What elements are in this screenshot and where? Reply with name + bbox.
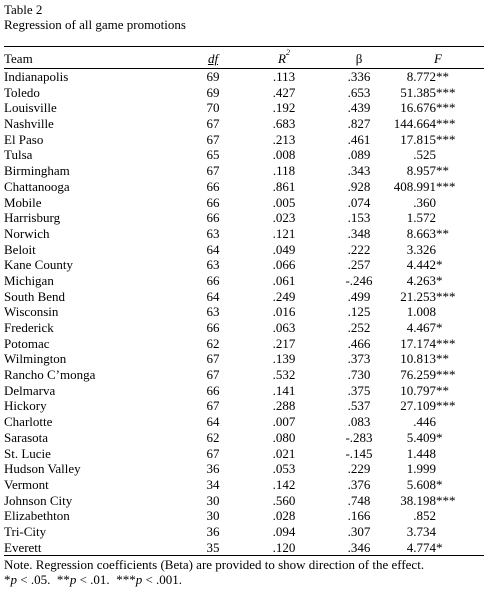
cell-f-value: 5.409 (406, 429, 436, 445)
table-row (4, 273, 488, 289)
cell-team: Louisville (4, 100, 57, 116)
cell-f (392, 351, 484, 367)
table-body (4, 69, 488, 555)
cell-f-value: .360 (413, 194, 436, 210)
cell-f (392, 242, 484, 258)
cell-r2: .120 (272, 539, 296, 555)
sig-p001-symbol: *** (116, 572, 136, 588)
cell-f (392, 367, 484, 383)
cell-f-value: 38.198 (400, 492, 436, 508)
cell-team: El Paso (4, 131, 44, 147)
cell-f-significance: *** (436, 178, 456, 194)
table-row (4, 85, 488, 101)
header-r2-label: R (278, 51, 286, 66)
cell-f-value: .525 (413, 147, 436, 163)
cell-df: 66 (206, 320, 220, 335)
cell-r2: .532 (272, 367, 296, 383)
cell-f-value: 1.448 (406, 445, 436, 461)
cell-team: St. Lucie (4, 445, 51, 461)
cell-team: Harrisburg (4, 210, 61, 226)
cell-beta: .125 (347, 304, 371, 320)
table-row (4, 210, 488, 226)
table-header-row (4, 47, 488, 68)
cell-r2: .683 (272, 116, 296, 132)
cell-f-significance: *** (436, 84, 456, 100)
cell-df: 66 (206, 382, 220, 398)
cell-f-value: 4.467 (406, 320, 436, 335)
cell-f-value: 408.991 (393, 178, 436, 194)
table-row (4, 508, 488, 524)
cell-f (392, 257, 484, 273)
cell-r2: .560 (272, 492, 296, 508)
cell-team: Nashville (4, 116, 54, 132)
cell-f-significance: * (436, 539, 443, 555)
cell-f (392, 446, 484, 462)
cell-beta: .653 (347, 84, 371, 100)
cell-r2: .139 (272, 351, 296, 367)
cell-df: 62 (206, 335, 220, 351)
cell-f-significance: *** (436, 100, 456, 116)
table-row (4, 336, 488, 352)
cell-beta: .730 (347, 367, 371, 383)
table-row (4, 461, 488, 477)
cell-beta: .074 (347, 194, 371, 210)
cell-f (392, 383, 484, 399)
cell-r2: .023 (272, 210, 296, 226)
cell-team: Chattanooga (4, 178, 70, 194)
table-row (4, 351, 488, 367)
cell-f (392, 100, 484, 116)
table-row (4, 195, 488, 211)
cell-df: 30 (206, 508, 220, 524)
cell-team: South Bend (4, 288, 66, 304)
cell-f-significance: *** (436, 367, 456, 383)
cell-r2: .053 (272, 461, 296, 477)
cell-f (392, 163, 484, 179)
cell-f-value: 76.259 (400, 367, 436, 383)
cell-beta: .222 (347, 241, 371, 257)
cell-r2: .028 (272, 508, 296, 524)
cell-f (392, 430, 484, 446)
cell-beta: -.145 (345, 445, 373, 461)
cell-team: Norwich (4, 225, 50, 241)
cell-f-value: 17.815 (400, 131, 436, 147)
table-row (4, 69, 488, 85)
cell-df: 67 (206, 163, 220, 179)
cell-f-significance: *** (436, 288, 456, 304)
sig-p05-value: < .05. (17, 572, 51, 588)
cell-f (392, 179, 484, 195)
table-row (4, 398, 488, 414)
cell-df: 36 (206, 523, 220, 539)
cell-f-value: 27.109 (400, 398, 436, 414)
cell-team: Beloit (4, 241, 36, 257)
cell-team: Johnson City (4, 492, 73, 508)
cell-f-significance: ** (436, 382, 449, 398)
cell-beta: -.283 (345, 429, 373, 445)
cell-f-value: 4.774 (406, 539, 436, 555)
cell-r2: .005 (272, 194, 296, 210)
cell-team: Wisconsin (4, 304, 59, 320)
cell-f-value: 144.664 (393, 116, 436, 132)
cell-team: Frederick (4, 320, 54, 335)
cell-f (392, 304, 484, 320)
cell-f (392, 195, 484, 211)
cell-team: Kane County (4, 257, 73, 273)
cell-beta: .089 (347, 147, 371, 163)
cell-beta: .348 (347, 225, 371, 241)
table-row (4, 289, 488, 305)
cell-f-value: 10.813 (400, 351, 436, 367)
cell-beta: .748 (347, 492, 371, 508)
cell-f (392, 414, 484, 430)
cell-beta: .229 (347, 461, 371, 477)
cell-f (392, 493, 484, 509)
cell-f-value: 16.676 (400, 100, 436, 116)
cell-f-value: 8.957 (406, 163, 436, 179)
sig-p001-var: p (135, 572, 143, 588)
cell-r2: .427 (272, 84, 296, 100)
header-f: F (434, 51, 442, 66)
cell-beta: .166 (347, 508, 371, 524)
cell-team: Indianapolis (4, 69, 69, 84)
cell-r2: .121 (272, 225, 296, 241)
cell-f (392, 289, 484, 305)
header-r2 (242, 49, 326, 68)
cell-r2: .080 (272, 429, 296, 445)
significance-note (4, 572, 488, 587)
cell-f-value: 4.442 (406, 257, 436, 273)
header-r2-superscript: 2 (285, 48, 290, 57)
cell-r2: .861 (272, 178, 296, 194)
table-row (4, 226, 488, 242)
cell-f-significance: * (436, 476, 443, 492)
cell-f (392, 524, 484, 540)
cell-r2: .007 (272, 414, 296, 430)
table-row (4, 100, 488, 116)
cell-beta: .307 (347, 523, 371, 539)
table-row (4, 116, 488, 132)
cell-r2: .213 (272, 131, 296, 147)
cell-beta: .928 (347, 178, 371, 194)
cell-f (392, 69, 484, 85)
sig-p01-value: < .01. (76, 572, 110, 588)
table-row (4, 493, 488, 509)
cell-beta: .537 (347, 398, 371, 414)
cell-r2: .249 (272, 288, 296, 304)
cell-r2: .118 (272, 163, 296, 179)
cell-beta: .343 (347, 163, 371, 179)
cell-f (392, 116, 484, 132)
cell-f-value: 1.572 (406, 210, 436, 226)
cell-df: 70 (206, 100, 220, 116)
table-row (4, 383, 488, 399)
cell-beta: .375 (347, 382, 371, 398)
cell-f (392, 132, 484, 148)
cell-f-significance: *** (436, 492, 456, 508)
cell-f (392, 398, 484, 414)
cell-f (392, 508, 484, 524)
cell-f (392, 85, 484, 101)
cell-r2: .049 (272, 241, 296, 257)
cell-df: 36 (206, 461, 220, 477)
cell-df: 67 (206, 116, 220, 132)
table-number: Table 2 (4, 2, 43, 17)
cell-beta: .439 (347, 100, 371, 116)
table-row (4, 446, 488, 462)
cell-df: 67 (206, 398, 220, 414)
cell-df: 67 (206, 351, 220, 367)
cell-team: Sarasota (4, 429, 49, 445)
cell-beta: .153 (347, 210, 371, 226)
cell-r2: .217 (272, 335, 296, 351)
header-df-label: df (207, 51, 219, 66)
sig-p05-var: p (10, 572, 17, 588)
cell-f-value: 8.772 (406, 69, 436, 84)
cell-f-significance: * (436, 257, 443, 273)
cell-team: Everett (4, 539, 42, 555)
cell-df: 64 (206, 241, 220, 257)
cell-r2: .021 (272, 445, 296, 461)
cell-df: 34 (206, 476, 220, 492)
cell-f-significance: *** (436, 335, 456, 351)
cell-df: 66 (206, 272, 220, 288)
cell-f-value: 10.797 (400, 382, 436, 398)
table-row (4, 524, 488, 540)
cell-r2: .063 (272, 320, 296, 335)
cell-team: Potomac (4, 335, 50, 351)
cell-f-significance: *** (436, 131, 456, 147)
cell-df: 63 (206, 257, 220, 273)
cell-beta: .336 (347, 69, 371, 84)
cell-r2: .288 (272, 398, 296, 414)
cell-team: Hickory (4, 398, 47, 414)
cell-r2: .066 (272, 257, 296, 273)
table-row (4, 414, 488, 430)
table-row (4, 304, 488, 320)
cell-beta: .376 (347, 476, 371, 492)
cell-f (392, 147, 484, 163)
cell-df: 30 (206, 492, 220, 508)
cell-f-significance: * (436, 429, 443, 445)
cell-r2: .016 (272, 304, 296, 320)
cell-r2: .141 (272, 382, 296, 398)
cell-df: 63 (206, 304, 220, 320)
cell-f-significance: * (436, 272, 443, 288)
table-row (4, 477, 488, 493)
cell-f (392, 477, 484, 493)
table-title: Regression of all game promotions (4, 17, 186, 32)
cell-team: Rancho C’monga (4, 367, 96, 383)
cell-f-value: 5.608 (406, 476, 436, 492)
sig-p01-var: p (69, 572, 77, 588)
table-row (4, 320, 488, 336)
sig-p05-symbol: * (4, 572, 11, 588)
cell-df: 62 (206, 429, 220, 445)
cell-df: 35 (206, 539, 220, 555)
cell-team: Delmarva (4, 382, 56, 398)
cell-beta: .083 (347, 414, 371, 430)
cell-team: Tri-City (4, 523, 47, 539)
cell-beta: .257 (347, 257, 371, 273)
cell-f-significance: ** (436, 163, 449, 179)
cell-f-value: 3.734 (406, 523, 436, 539)
cell-r2: .142 (272, 476, 296, 492)
cell-r2: .192 (272, 100, 296, 116)
cell-r2: .113 (272, 69, 296, 84)
cell-df: 63 (206, 225, 220, 241)
cell-f-value: 17.174 (400, 335, 436, 351)
cell-f-value: 1.008 (406, 304, 436, 320)
cell-f-significance: *** (436, 116, 456, 132)
cell-df: 69 (206, 84, 220, 100)
cell-f (392, 461, 484, 477)
cell-df: 64 (206, 288, 220, 304)
table-row (4, 132, 488, 148)
cell-f (392, 273, 484, 289)
cell-team: Elizabethton (4, 508, 70, 524)
cell-team: Tulsa (4, 147, 33, 163)
cell-beta: .827 (347, 116, 371, 132)
cell-f (392, 336, 484, 352)
cell-f-significance: ** (436, 69, 449, 84)
cell-f (392, 540, 484, 556)
bottom-rule (4, 555, 484, 556)
cell-team: Wilmington (4, 351, 67, 367)
cell-f-value: 3.326 (406, 241, 436, 257)
cell-f-value: 4.263 (406, 272, 436, 288)
sig-p01-symbol: ** (56, 572, 70, 588)
cell-df: 65 (206, 147, 220, 163)
cell-f (392, 320, 484, 336)
cell-f-value: .852 (413, 508, 436, 524)
cell-f-significance: ** (436, 351, 449, 367)
cell-beta: -.246 (345, 272, 373, 288)
table-row (4, 147, 488, 163)
cell-f-value: 51.385 (400, 84, 436, 100)
table-row (4, 179, 488, 195)
cell-team: Michigan (4, 272, 54, 288)
cell-team: Mobile (4, 194, 42, 210)
table-row (4, 163, 488, 179)
cell-df: 67 (206, 445, 220, 461)
table-row (4, 242, 488, 258)
cell-beta: .461 (347, 131, 371, 147)
cell-df: 67 (206, 367, 220, 383)
cell-df: 67 (206, 131, 220, 147)
sig-p001-value: < .001. (142, 572, 183, 588)
cell-team: Hudson Valley (4, 461, 81, 477)
cell-r2: .094 (272, 523, 296, 539)
cell-f-value: 1.999 (406, 461, 436, 477)
cell-f-value: 8.663 (406, 225, 436, 241)
table-note: Note. Regression coefficients (Beta) are provided to show direction of the effect. (4, 557, 425, 573)
header-beta: β (355, 51, 363, 66)
cell-f-value: 21.253 (400, 288, 436, 304)
header-df (184, 49, 242, 68)
cell-f (392, 226, 484, 242)
cell-df: 69 (206, 69, 220, 84)
cell-team: Vermont (4, 476, 49, 492)
cell-df: 66 (206, 178, 220, 194)
cell-beta: .252 (347, 320, 371, 335)
cell-beta: .373 (347, 351, 371, 367)
table-row (4, 540, 488, 556)
cell-f-value: .446 (413, 414, 436, 430)
table-row (4, 367, 488, 383)
cell-beta: .466 (347, 335, 371, 351)
table-row (4, 257, 488, 273)
cell-df: 66 (206, 210, 220, 226)
cell-beta: .499 (347, 288, 371, 304)
cell-r2: .061 (272, 272, 296, 288)
cell-f-significance: * (436, 320, 443, 335)
cell-f-significance: ** (436, 225, 449, 241)
cell-df: 66 (206, 194, 220, 210)
cell-beta: .346 (347, 539, 371, 555)
cell-team: Charlotte (4, 414, 53, 430)
cell-f-significance: *** (436, 398, 456, 414)
table-row (4, 430, 488, 446)
cell-team: Birmingham (4, 163, 70, 179)
cell-f (392, 210, 484, 226)
cell-r2: .008 (272, 147, 296, 163)
cell-df: 64 (206, 414, 220, 430)
header-team: Team (4, 51, 33, 66)
cell-team: Toledo (4, 84, 40, 100)
